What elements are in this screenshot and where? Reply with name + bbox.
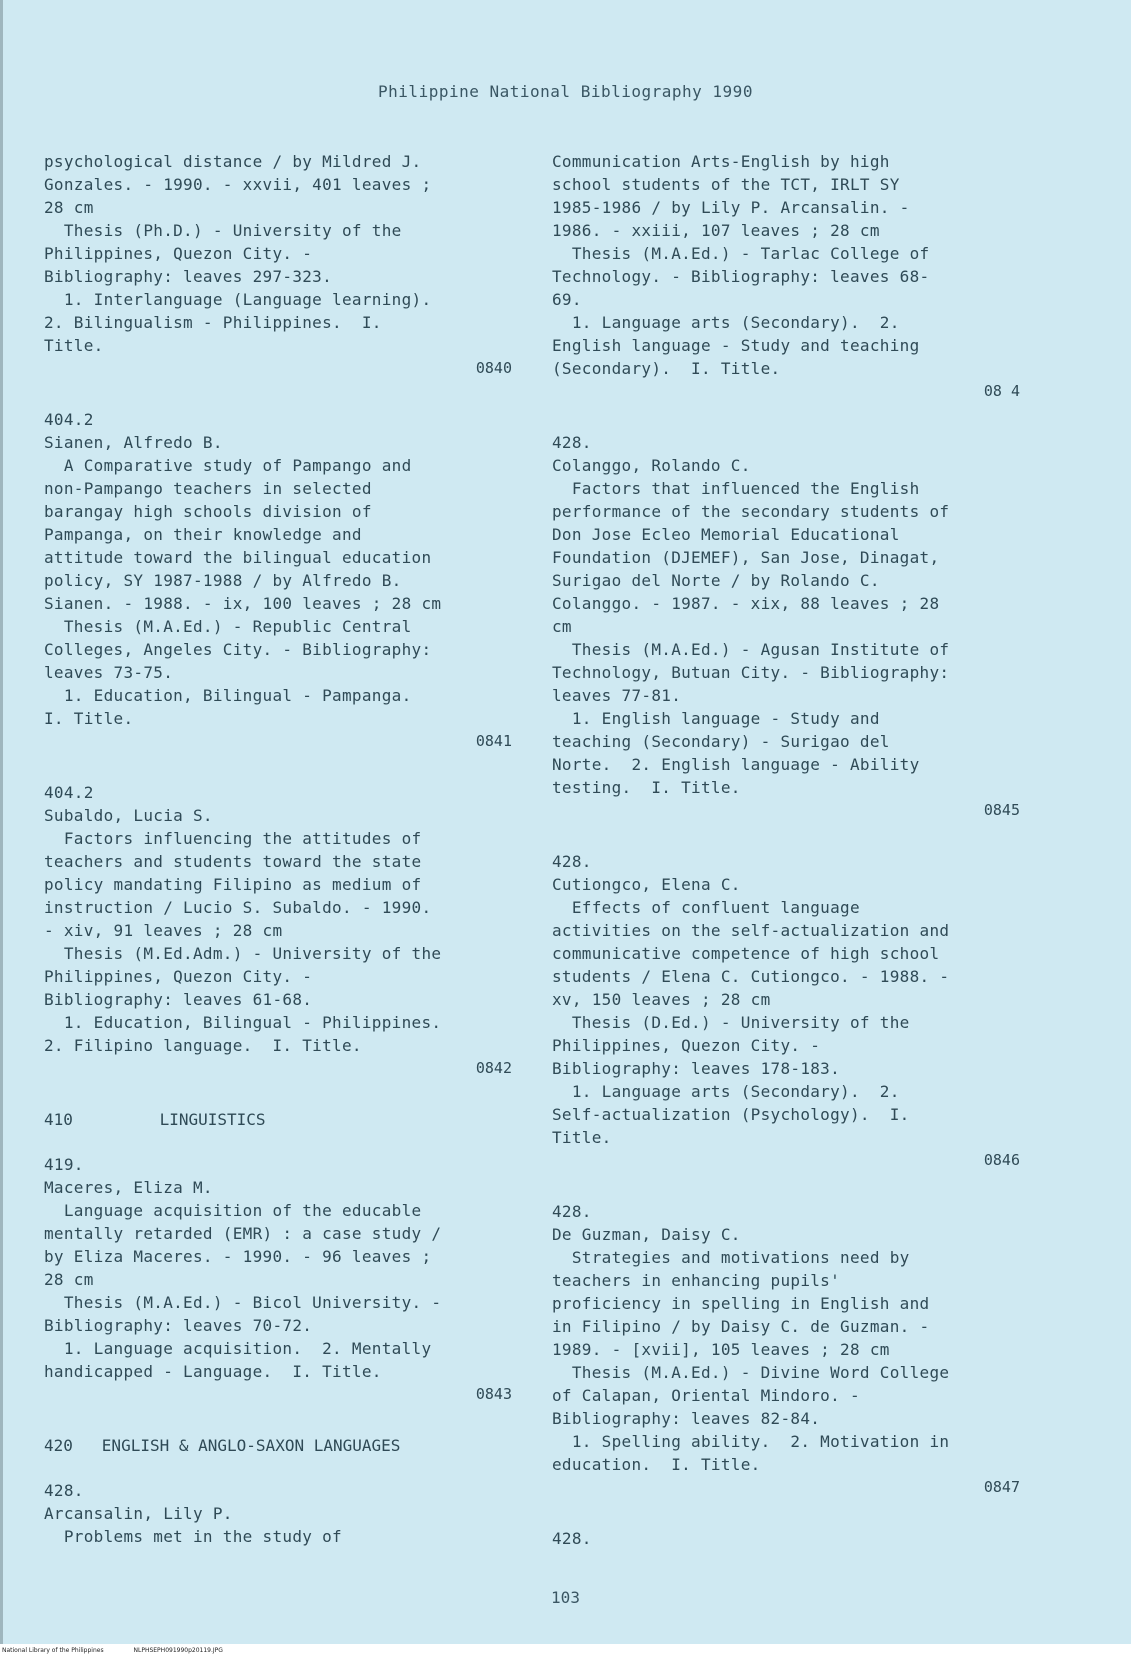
- bibliography-entry: [552, 850, 1022, 1172]
- entry-line: Surigao del Norte / by Rolando C.: [552, 571, 880, 590]
- entry-line: mentally retarded (EMR) : a case study /: [44, 1224, 442, 1243]
- entry-line: Title.: [44, 336, 104, 355]
- entry-line: policy mandating Filipino as medium of: [44, 875, 422, 894]
- entry-line: Pampanga, on their knowledge and: [44, 525, 362, 544]
- entry-line: of Calapan, Oriental Mindoro. -: [552, 1386, 860, 1405]
- entry-line: Factors that influenced the English: [552, 479, 920, 498]
- bibliography-entry: [44, 150, 514, 380]
- entry-line: Communication Arts-English by high: [552, 152, 890, 171]
- entry-line: Subaldo, Lucia S.: [44, 806, 213, 825]
- entry-line: 1986. - xxiii, 107 leaves ; 28 cm: [552, 221, 880, 240]
- page-number: 103: [551, 1588, 580, 1607]
- entry-line: Self-actualization (Psychology). I.: [552, 1105, 910, 1124]
- bibliography-entry: [552, 431, 1022, 822]
- entry-line: Factors influencing the attitudes of: [44, 829, 422, 848]
- entry-line: attitude toward the bilingual education: [44, 548, 432, 567]
- section-heading: 410 LINGUISTICS: [44, 1110, 266, 1129]
- section-heading: 420 ENGLISH & ANGLO-SAXON LANGUAGES: [44, 1436, 401, 1455]
- right-column: [552, 150, 1022, 1578]
- entry-line: 1. Interlanguage (Language learning).: [44, 290, 432, 309]
- left-column: [44, 150, 514, 1576]
- bibliography-entry: [44, 1153, 514, 1406]
- entry-line: Philippines, Quezon City. -: [44, 967, 313, 986]
- entry-line: Thesis (M.A.Ed.) - Republic Central: [44, 617, 412, 636]
- entry-line: 1. Spelling ability. 2. Motivation in: [552, 1432, 950, 1451]
- entry-line: Colanggo, Rolando C.: [552, 456, 751, 475]
- entry-line: Effects of confluent language: [552, 898, 860, 917]
- entry-line: 28 cm: [44, 198, 94, 217]
- entry-line: Colleges, Angeles City. - Bibliography:: [44, 640, 432, 659]
- entry-number: 0842: [475, 1059, 512, 1077]
- page-header: Philippine National Bibliography 1990: [378, 82, 753, 101]
- entry-line: instruction / Lucio S. Subaldo. - 1990.: [44, 898, 432, 917]
- entry-line: Strategies and motivations need by: [552, 1248, 910, 1267]
- entry-line: in Filipino / by Daisy C. de Guzman. -: [552, 1317, 930, 1336]
- entry-line: 2. Bilingualism - Philippines. I.: [44, 313, 382, 332]
- entry-line: - xiv, 91 leaves ; 28 cm: [44, 921, 283, 940]
- entry-line: 2. Filipino language. I. Title.: [44, 1036, 362, 1055]
- footer-file-id: NLPHSEPH091990p20119.JPG: [133, 1647, 223, 1654]
- entry-line: 419.: [44, 1155, 84, 1174]
- entry-line: 28 cm: [44, 1270, 94, 1289]
- entry-line: policy, SY 1987-1988 / by Alfredo B.: [44, 571, 402, 590]
- entry-line: 1. Education, Bilingual - Philippines.: [44, 1013, 442, 1032]
- entry-line: leaves 73-75.: [44, 663, 174, 682]
- footer-library: National Library of the Philippines: [2, 1647, 104, 1654]
- entry-line: 1. Education, Bilingual - Pampanga.: [44, 686, 412, 705]
- entry-line: Bibliography: leaves 82-84.: [552, 1409, 821, 1428]
- entry-line: teachers in enhancing pupils': [552, 1271, 841, 1290]
- entry-number: 0841: [475, 732, 512, 750]
- entry-line: Arcansalin, Lily P.: [44, 1504, 233, 1523]
- entry-line: Thesis (M.A.Ed.) - Divine Word College: [552, 1363, 950, 1382]
- entry-line: Sianen, Alfredo B.: [44, 433, 223, 452]
- entry-line: performance of the secondary students of: [552, 502, 950, 521]
- entry-line: by Eliza Maceres. - 1990. - 96 leaves ;: [44, 1247, 432, 1266]
- scan-footer: [0, 1644, 1131, 1658]
- entry-line: Cutiongco, Elena C.: [552, 875, 741, 894]
- entry-line: Language acquisition of the educable: [44, 1201, 422, 1220]
- bibliography-entry: [552, 1200, 1022, 1499]
- entry-line: Thesis (M.A.Ed.) - Agusan Institute of: [552, 640, 950, 659]
- entry-line: Philippines, Quezon City. -: [44, 244, 313, 263]
- entry-number: 0840: [475, 359, 512, 377]
- entry-line: 428.: [552, 1529, 592, 1548]
- entry-line: testing. I. Title.: [552, 778, 741, 797]
- entry-line: xv, 150 leaves ; 28 cm: [552, 990, 771, 1009]
- entry-line: students / Elena C. Cutiongco. - 1988. -: [552, 967, 950, 986]
- entry-line: I. Title.: [44, 709, 134, 728]
- bibliography-entry: [552, 150, 1022, 403]
- entry-line: psychological distance / by Mildred J.: [44, 152, 422, 171]
- entry-number: 0843: [475, 1385, 512, 1403]
- entry-line: Gonzales. - 1990. - xxvii, 401 leaves ;: [44, 175, 432, 194]
- entry-line: Philippines, Quezon City. -: [552, 1036, 821, 1055]
- entry-line: 404.2: [44, 783, 94, 802]
- entry-line: Colanggo. - 1987. - xix, 88 leaves ; 28: [552, 594, 940, 613]
- entry-line: 1. English language - Study and: [552, 709, 880, 728]
- entry-line: Technology. - Bibliography: leaves 68-: [552, 267, 930, 286]
- bibliography-entry: [44, 408, 514, 753]
- entry-line: 428.: [44, 1481, 84, 1500]
- entry-line: Thesis (M.Ed.Adm.) - University of the: [44, 944, 442, 963]
- entry-line: barangay high schools division of: [44, 502, 372, 521]
- entry-line: Norte. 2. English language - Ability: [552, 755, 920, 774]
- entry-line: teachers and students toward the state: [44, 852, 422, 871]
- scan-edge: [0, 0, 3, 1658]
- entry-line: Technology, Butuan City. - Bibliography:: [552, 663, 950, 682]
- entry-line: Sianen. - 1988. - ix, 100 leaves ; 28 cm: [44, 594, 442, 613]
- entry-line: 428.: [552, 1202, 592, 1221]
- entry-line: proficiency in spelling in English and: [552, 1294, 930, 1313]
- bibliography-entry: [44, 1479, 514, 1548]
- bibliography-entry: [552, 1527, 1022, 1550]
- entry-line: 1. Language acquisition. 2. Mentally: [44, 1339, 432, 1358]
- entry-line: 69.: [552, 290, 582, 309]
- entry-line: Bibliography: leaves 61-68.: [44, 990, 313, 1009]
- entry-line: handicapped - Language. I. Title.: [44, 1362, 382, 1381]
- entry-number: 0846: [983, 1151, 1020, 1169]
- entry-line: teaching (Secondary) - Surigao del: [552, 732, 890, 751]
- entry-line: school students of the TCT, IRLT SY: [552, 175, 900, 194]
- entry-line: Thesis (M.A.Ed.) - Bicol University. -: [44, 1293, 442, 1312]
- entry-line: 428.: [552, 433, 592, 452]
- entry-line: Maceres, Eliza M.: [44, 1178, 213, 1197]
- entry-line: leaves 77-81.: [552, 686, 682, 705]
- entry-line: communicative competence of high school: [552, 944, 940, 963]
- entry-line: Thesis (D.Ed.) - University of the: [552, 1013, 910, 1032]
- entry-line: English language - Study and teaching: [552, 336, 920, 355]
- entry-number: 0847: [983, 1478, 1020, 1496]
- entry-line: 404.2: [44, 410, 94, 429]
- entry-line: Bibliography: leaves 70-72.: [44, 1316, 313, 1335]
- entry-line: 1985-1986 / by Lily P. Arcansalin. -: [552, 198, 910, 217]
- entry-line: De Guzman, Daisy C.: [552, 1225, 741, 1244]
- entry-line: Bibliography: leaves 297-323.: [44, 267, 333, 286]
- entry-line: cm: [552, 617, 572, 636]
- entry-line: activities on the self-actualization and: [552, 921, 950, 940]
- bibliography-entry: [44, 781, 514, 1080]
- entry-line: Bibliography: leaves 178-183.: [552, 1059, 841, 1078]
- entry-line: Thesis (Ph.D.) - University of the: [44, 221, 402, 240]
- entry-line: Problems met in the study of: [44, 1527, 342, 1546]
- entry-line: 1989. - [xvii], 105 leaves ; 28 cm: [552, 1340, 890, 1359]
- entry-line: Title.: [552, 1128, 612, 1147]
- entry-line: Thesis (M.A.Ed.) - Tarlac College of: [552, 244, 930, 263]
- entry-line: (Secondary). I. Title.: [552, 359, 781, 378]
- entry-number: 08 4: [983, 382, 1020, 400]
- entry-line: A Comparative study of Pampango and: [44, 456, 412, 475]
- entry-line: 1. Language arts (Secondary). 2.: [552, 1082, 900, 1101]
- entry-line: Foundation (DJEMEF), San Jose, Dinagat,: [552, 548, 940, 567]
- entry-line: non-Pampango teachers in selected: [44, 479, 372, 498]
- entry-line: 1. Language arts (Secondary). 2.: [552, 313, 900, 332]
- entry-line: 428.: [552, 852, 592, 871]
- entry-number: 0845: [983, 801, 1020, 819]
- entry-line: education. I. Title.: [552, 1455, 761, 1474]
- entry-line: Don Jose Ecleo Memorial Educational: [552, 525, 900, 544]
